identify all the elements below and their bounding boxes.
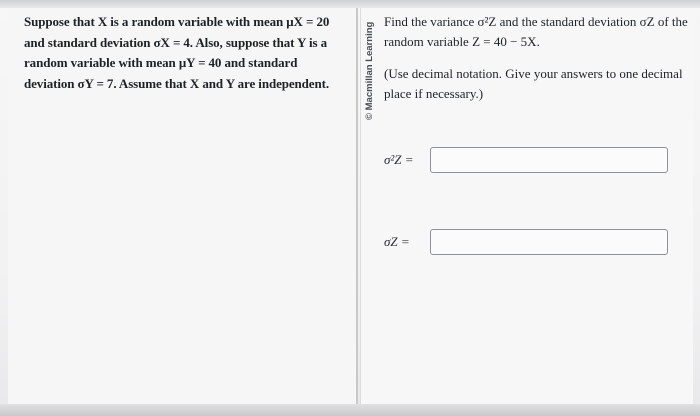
std-dev-input[interactable] xyxy=(430,229,668,255)
variance-input[interactable] xyxy=(430,147,668,173)
copyright-watermark xyxy=(356,20,386,130)
problem-line: Suppose that X is a random variable with mean μX = 20 xyxy=(24,14,330,29)
question-line: random variable Z = 40 − 5X. xyxy=(384,34,540,49)
instruction-line: (Use decimal notation. Give your answers to one decimal xyxy=(384,66,683,81)
question-line: Find the variance σ²Z and the standard deviation σZ of the xyxy=(384,14,688,29)
answer-instructions xyxy=(384,64,684,104)
watermark-text: © Macmillan Learning xyxy=(364,21,375,120)
variance-label: σ²Z = xyxy=(384,152,414,167)
problem-statement xyxy=(24,12,344,94)
problem-line: and standard deviation σX = 4. Also, suppose that Y is a xyxy=(24,34,328,50)
problem-line: deviation σY = 7. Assume that X and Y are independent. xyxy=(24,75,329,91)
problem-line: random variable with mean μY = 40 and standard xyxy=(24,55,298,70)
instruction-line: place if necessary.) xyxy=(384,86,484,101)
std-dev-label: σZ = xyxy=(384,234,410,249)
top-edge xyxy=(0,0,700,8)
bottom-edge xyxy=(0,404,700,416)
question-text xyxy=(384,12,688,52)
